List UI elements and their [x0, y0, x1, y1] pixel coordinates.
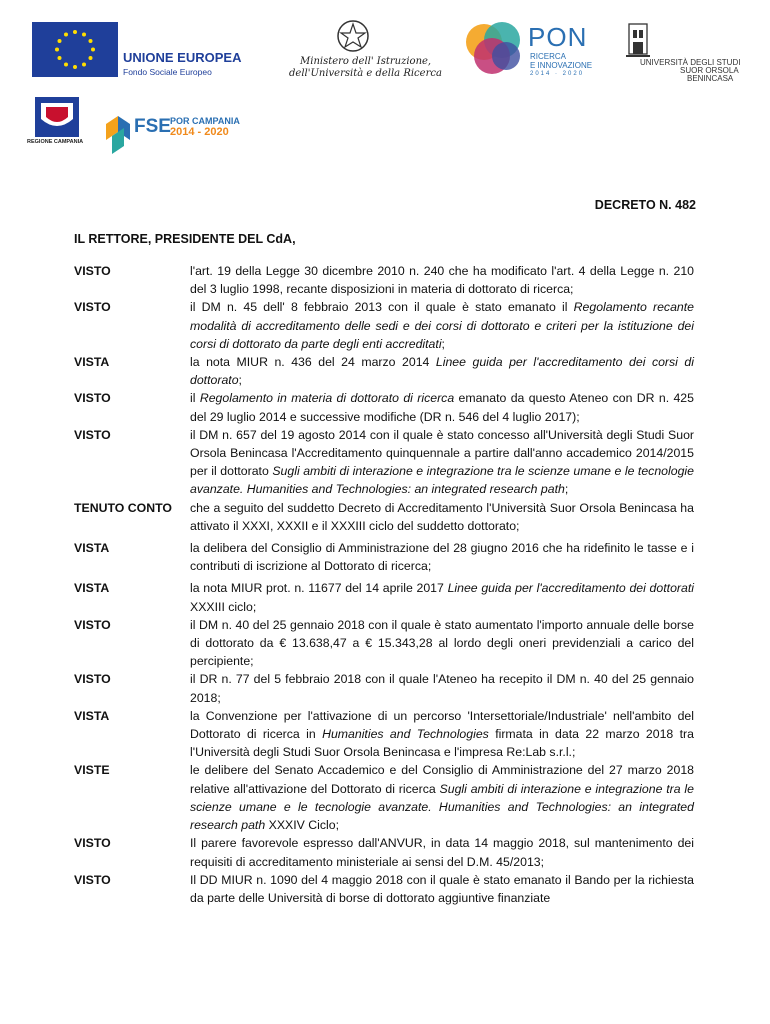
premise-text: Il DD MIUR n. 1090 del 4 maggio 2018 con il quale è stato emanato il Bando per la richiesta da parte delle Università di borse di dottorato aggiuntive finanziate — [190, 872, 694, 905]
premise-entry — [74, 871, 694, 907]
regione-label: REGIONE CAMPANIA — [27, 139, 84, 145]
premise-entry — [74, 389, 694, 425]
premise-entry — [74, 670, 694, 706]
premise-entry — [74, 353, 694, 389]
premise-keyword: VISTO — [74, 300, 111, 315]
univ-line2: SUOR ORSOLA — [680, 66, 739, 75]
premise-keyword: VISTE — [74, 763, 110, 778]
decree-number: DECRETO N. 482 — [594, 198, 696, 212]
pon-logo-icon — [462, 18, 528, 78]
italian-emblem-icon — [336, 18, 370, 54]
premise-entry — [74, 616, 694, 671]
premise-entry — [74, 298, 694, 353]
premise-entry — [74, 499, 694, 535]
premise-text: il Regolamento in materia di dottorato di ricerca emanato da questo Ateneo con DR n. 425 del 29 luglio 2014 e successive modifiche (DR n. 546 del 4 luglio 2017); — [190, 391, 694, 424]
univ-line3: BENINCASA — [687, 74, 734, 83]
premise-text: le delibere del Senato Accademico e del Consiglio di Amministrazione del 27 marzo 2018 relative all'attivazione del Dottorato di ricerca Sugli ambiti di interazione e integrazione tra le scienze umane e le tecnologie avanzate. Humanities and Technologies: an integrated research path XXXIV Ciclo; — [190, 763, 695, 833]
premise-keyword: VISTA — [74, 355, 110, 370]
university-emblem-icon — [626, 20, 650, 58]
premise-keyword: VISTO — [74, 391, 111, 406]
premise-text: la nota MIUR n. 436 del 24 marzo 2014 Linee guida per l'accreditamento dei corsi di dottorato; — [190, 355, 694, 388]
premise-entry — [74, 426, 694, 499]
pon-title: PON — [528, 22, 588, 52]
eu-subtitle: Fondo Sociale Europeo — [123, 67, 212, 77]
premise-entry — [74, 834, 694, 870]
fse-years: 2014 - 2020 — [170, 126, 229, 138]
pon-sub2: E INNOVAZIONE — [530, 61, 593, 70]
premise-keyword: VISTO — [74, 672, 111, 687]
premise-text: Il parere favorevole espresso dall'ANVUR, in data 14 maggio 2018, sul mantenimento dei requisiti di accreditamento ministeriale ai sensi del D.M. 45/2013; — [190, 836, 694, 869]
premise-text: il DR n. 77 del 5 febbraio 2018 con il quale l'Ateneo ha recepito il DM n. 40 del 25 gennaio 2018; — [190, 672, 694, 705]
premise-text: la Convenzione per l'attivazione di un percorso 'Intersettoriale/Industriale' nell'ambito del Dottorato di ricerca in Humanities and Technologies firmata in data 22 marzo 2018 tra l'Università degli Studi Suor Orsola Benincasa e l'impresa Re:Lab s.r.l.; — [190, 708, 694, 760]
regione-campania-shield-icon — [30, 97, 84, 137]
premise-text: che a seguito del suddetto Decreto di Accreditamento l'Università Suor Orsola Benincasa ha attivato il XXXI, XXXII e il XXXIII ciclo del suddetto dottorato; — [190, 500, 694, 533]
ministero-line2: dell'Università e della Ricerca — [289, 68, 442, 79]
premise-text: il DM n. 657 del 19 agosto 2014 con il quale è stato concesso all'Università degli Studi Suor Orsola Benincasa l'Accreditamento quinquennale a partire dall'anno accademico 2014/2015 per il dottorato Sugli ambiti di interazione e integrazione tra le scienze umane e le tecnologie avanzate. Humanities and Technologies: an integrated research path; — [190, 427, 694, 497]
premise-keyword: VISTO — [74, 872, 111, 887]
premise-text: il DM n. 40 del 25 gennaio 2018 con il quale è stato aumentato l'importo annuale delle borse di dottorato da € 13.638,47 a € 15.343,28 al lordo degli oneri previdenziali a carico del percipiente; — [190, 617, 694, 669]
fse-por: POR CAMPANIA — [170, 116, 240, 126]
premise-entry — [74, 579, 694, 615]
premise-entry — [74, 707, 694, 762]
premise-text: la nota MIUR prot. n. 11677 del 14 aprile 2017 Linee guida per l'accreditamento dei dottorati XXXIII ciclo; — [190, 581, 694, 614]
premise-entry — [74, 761, 694, 834]
rettore-heading: IL RETTORE, PRESIDENTE DEL CdA, — [74, 232, 296, 246]
premise-text: la delibera del Consiglio di Amministrazione del 28 giugno 2016 che ha ridefinito le tasse e i contributi di iscrizione al Dottorato di ricerca; — [190, 541, 694, 574]
fse-title: FSE — [134, 116, 171, 137]
fse-logo-icon — [106, 110, 130, 154]
premise-text: il DM n. 45 dell' 8 febbraio 2013 con il quale è stato emanato il Regolamento recante modalità di accreditamento delle sedi e dei corsi di dottorato e criteri per la istituzione dei corsi di dottorato da parte degli enti accreditati; — [190, 300, 695, 351]
premise-keyword: VISTO — [74, 427, 111, 442]
premise-entry — [74, 262, 694, 298]
logo-header — [0, 0, 770, 165]
premise-keyword: VISTA — [74, 581, 110, 596]
eu-flag-icon — [32, 22, 118, 77]
premise-keyword: VISTO — [74, 264, 111, 278]
premise-keyword: VISTA — [74, 541, 110, 556]
univ-line1: UNIVERSITÀ DEGLI STUDI — [640, 58, 741, 67]
premise-text: l'art. 19 della Legge 30 dicembre 2010 n. 240 che ha modificato l'art. 4 della Legge n. 210 del 3 luglio 1998, recante disposizioni in materia di dottorato di ricerca; — [190, 264, 694, 297]
premise-keyword: TENUTO CONTO — [74, 500, 172, 515]
pon-sub1: RICERCA — [530, 52, 567, 61]
premise-keyword: VISTO — [74, 836, 111, 851]
pon-years: 2014 · 2020 — [530, 71, 585, 77]
premise-entry — [74, 539, 694, 575]
premise-keyword: VISTA — [74, 708, 110, 723]
eu-name: UNIONE EUROPEA — [123, 50, 242, 65]
premise-keyword: VISTO — [74, 617, 111, 632]
premises-list — [74, 262, 694, 907]
ministero-line1: Ministero dell' Istruzione, — [300, 56, 432, 67]
